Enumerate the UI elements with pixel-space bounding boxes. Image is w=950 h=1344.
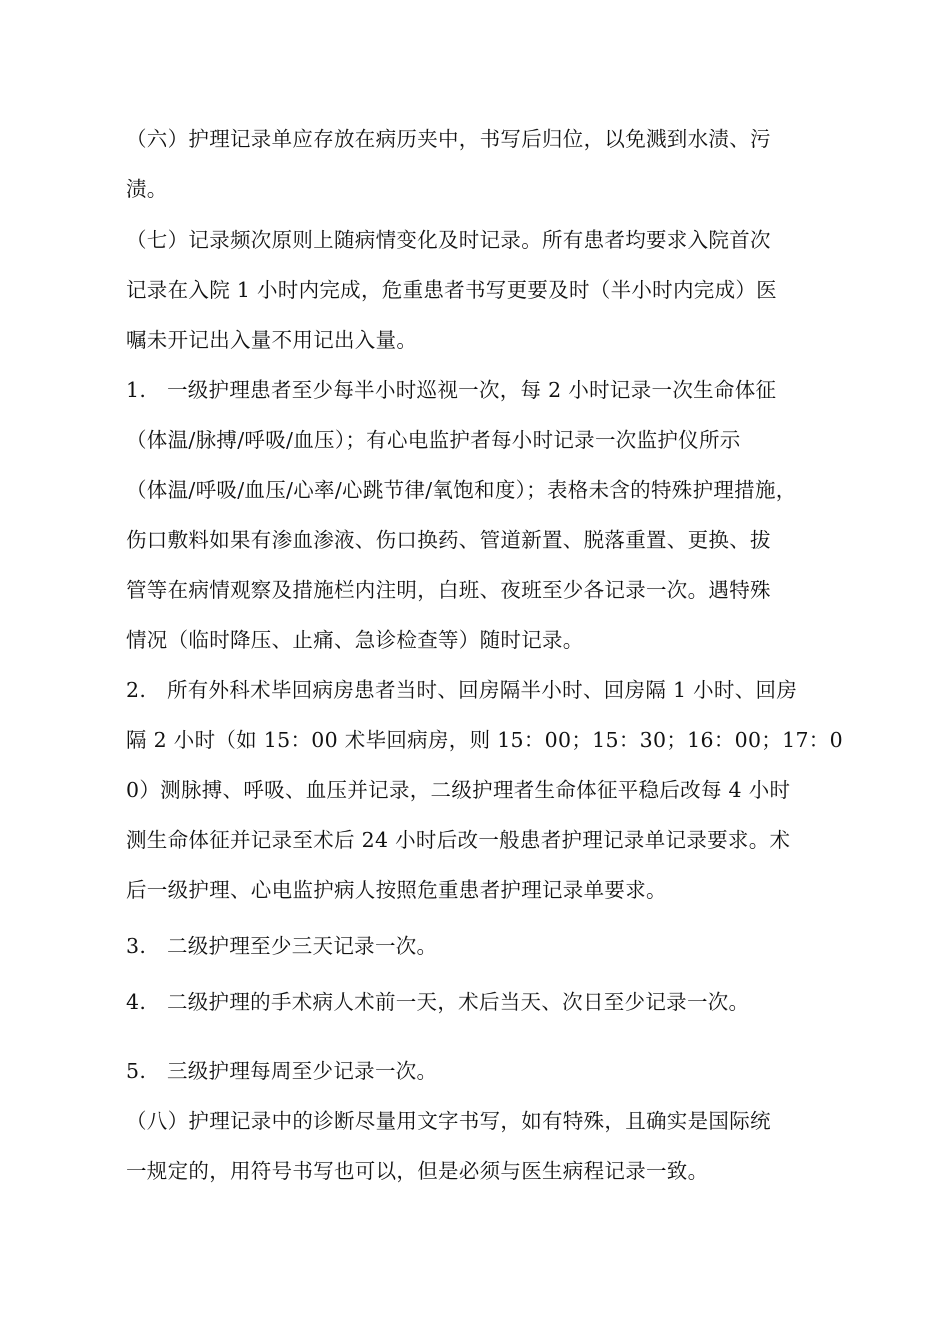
paragraph-7-line-3: 嘱未开记出入量不用记出入量。 bbox=[126, 328, 418, 352]
item-4-line-1: 4. 二级护理的手术病人术前一天，术后当天、次日至少记录一次。 bbox=[126, 990, 750, 1014]
item-1-line-6: 情况（临时降压、止痛、急诊检查等）随时记录。 bbox=[126, 628, 584, 652]
item-2-line-3: 0）测脉搏、呼吸、血压并记录，二级护理者生命体征平稳后改每 4 小时 bbox=[126, 778, 791, 802]
item-1-line-1: 1. 一级护理患者至少每半小时巡视一次，每 2 小时记录一次生命体征 bbox=[126, 378, 777, 402]
item-5-line-1: 5. 三级护理每周至少记录一次。 bbox=[126, 1059, 438, 1083]
item-3-line-1: 3. 二级护理至少三天记录一次。 bbox=[126, 934, 438, 958]
item-2-line-5: 后一级护理、心电监护病人按照危重患者护理记录单要求。 bbox=[126, 878, 667, 902]
item-1-line-2: （体温/脉搏/呼吸/血压）；有心电监护者每小时记录一次监护仪所示 bbox=[126, 428, 741, 452]
item-2-line-4: 测生命体征并记录至术后 24 小时后改一般患者护理记录单记录要求。术 bbox=[126, 828, 791, 852]
item-1-line-5: 管等在病情观察及措施栏内注明，白班、夜班至少各记录一次。遇特殊 bbox=[126, 578, 771, 602]
paragraph-6-line-1: （六）护理记录单应存放在病历夹中，书写后归位，以免溅到水渍、污 bbox=[126, 127, 771, 151]
paragraph-8-line-2: 一规定的，用符号书写也可以，但是必须与医生病程记录一致。 bbox=[126, 1159, 709, 1183]
paragraph-6-line-2: 渍。 bbox=[126, 177, 168, 201]
paragraph-7-line-2: 记录在入院 1 小时内完成，危重患者书写更要及时（半小时内完成）医 bbox=[126, 278, 777, 302]
item-1-line-4: 伤口敷料如果有渗血渗液、伤口换药、管道新置、脱落重置、更换、拔 bbox=[126, 528, 771, 552]
item-2-line-1: 2. 所有外科术毕回病房患者当时、回房隔半小时、回房隔 1 小时、回房 bbox=[126, 678, 798, 702]
paragraph-7-line-1: （七）记录频次原则上随病情变化及时记录。所有患者均要求入院首次 bbox=[126, 228, 771, 252]
paragraph-8-line-1: （八）护理记录中的诊断尽量用文字书写，如有特殊，且确实是国际统 bbox=[126, 1109, 771, 1133]
item-1-line-3: （体温/呼吸/血压/心率/心跳节律/氧饱和度）；表格未含的特殊护理措施， bbox=[126, 478, 797, 502]
item-2-line-2: 隔 2 小时（如 15：00 术毕回病房，则 15：00；15：30；16：00；17：0 bbox=[126, 728, 843, 752]
